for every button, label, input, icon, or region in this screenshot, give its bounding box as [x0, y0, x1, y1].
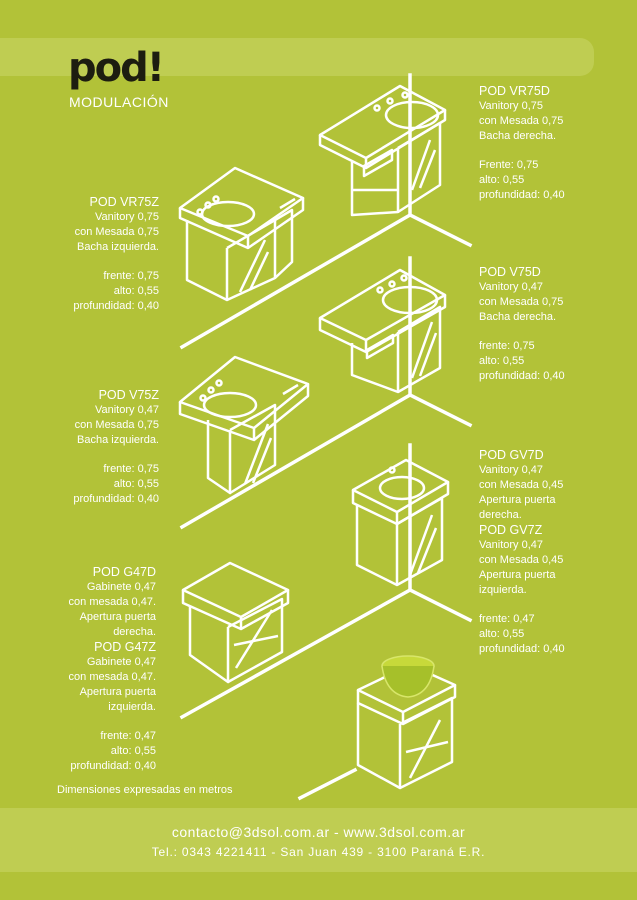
model-line: Vanitory 0,75	[94, 211, 159, 223]
cabinet-vr75d	[320, 86, 445, 215]
model-line: con mesada 0,47.	[68, 671, 156, 683]
model-line: Bacha izquierda.	[77, 241, 159, 253]
model-line: con Mesada 0,75	[74, 226, 159, 238]
footer-band	[0, 808, 637, 872]
model-line: izquierda.	[108, 701, 156, 713]
model-line: con Mesada 0,75	[479, 115, 564, 127]
dimension-alto: alto: 0,55	[113, 285, 159, 297]
model-line: Bacha izquierda.	[77, 434, 159, 446]
model-title-alt: POD G47Z	[94, 640, 156, 654]
units-note: Dimensiones expresadas en metros	[57, 784, 233, 796]
dimension-profundidad: profundidad: 0,40	[479, 643, 565, 655]
dimension-frente: Frente: 0,75	[479, 159, 539, 171]
wall-floor-lines	[182, 75, 470, 798]
footer-contact: contacto@3dsol.com.ar - www.3dsol.com.ar	[171, 824, 466, 840]
model-line: Bacha derecha.	[479, 311, 557, 323]
model-line: con Mesada 0,45	[479, 554, 564, 566]
model-line: izquierda.	[479, 584, 527, 596]
dimension-profundidad: profundidad: 0,40	[73, 300, 159, 312]
model-line: con Mesada 0,75	[479, 296, 564, 308]
dimension-alto: alto: 0,55	[479, 355, 525, 367]
model-line: Vanitory 0,47	[479, 464, 544, 476]
brand-logo: pod!	[68, 45, 163, 91]
model-title: POD VR75Z	[89, 195, 159, 209]
model-title: POD V75D	[479, 265, 541, 279]
model-v75z	[73, 388, 159, 507]
model-title: POD V75Z	[98, 388, 159, 402]
model-title: POD G47D	[92, 565, 156, 579]
cabinet-v75z	[180, 357, 308, 493]
model-line: derecha.	[479, 509, 522, 521]
model-line: con mesada 0,47.	[68, 596, 156, 608]
model-vr75d	[479, 84, 565, 203]
dimension-alto: alto: 0,55	[113, 478, 159, 490]
page-title: MODULACIÓN	[69, 94, 169, 110]
model-v75d	[479, 265, 565, 384]
model-line: Apertura puerta	[79, 686, 156, 698]
model-line: Bacha derecha.	[479, 130, 557, 142]
dimension-profundidad: profundidad: 0,40	[70, 760, 156, 772]
model-line: Vanitory 0,75	[479, 100, 544, 112]
dimension-frente: frente: 0,75	[479, 340, 535, 352]
dimension-profundidad: profundidad: 0,40	[479, 189, 565, 201]
dimension-alto: alto: 0,55	[479, 174, 525, 186]
dimension-profundidad: profundidad: 0,40	[479, 370, 565, 382]
model-title: POD VR75D	[479, 84, 550, 98]
model-line: con Mesada 0,45	[479, 479, 564, 491]
dimension-alto: alto: 0,55	[479, 628, 525, 640]
dimension-frente: frente: 0,75	[103, 463, 159, 475]
footer-address: Tel.: 0343 4221411 - San Juan 439 - 3100 Paraná E.R.	[151, 845, 486, 859]
model-gv7	[479, 448, 565, 657]
model-line: Vanitory 0,47	[94, 404, 159, 416]
model-line: Vanitory 0,47	[479, 539, 544, 551]
model-line: Vanitory 0,47	[479, 281, 544, 293]
cabinet-gv7	[353, 460, 448, 585]
model-line: Apertura puerta	[479, 494, 556, 506]
vessel-bowl-icon	[382, 656, 434, 697]
model-line: Gabinete 0,47	[86, 581, 156, 593]
dimension-frente: frente: 0,47	[100, 730, 156, 742]
dimension-frente: frente: 0,47	[479, 613, 535, 625]
model-g47	[69, 565, 156, 774]
model-line: derecha.	[113, 626, 156, 638]
model-title: POD GV7D	[479, 448, 544, 462]
cabinet-vr75z	[180, 168, 303, 300]
dimension-profundidad: profundidad: 0,40	[73, 493, 159, 505]
model-line: Gabinete 0,47	[86, 656, 156, 668]
cabinet-v75d	[320, 270, 445, 392]
model-line: Apertura puerta	[79, 611, 156, 623]
model-title-alt: POD GV7Z	[479, 523, 543, 537]
dimension-frente: frente: 0,75	[103, 270, 159, 282]
cabinet-g47	[183, 563, 288, 682]
model-line: con Mesada 0,75	[74, 419, 159, 431]
model-line: Apertura puerta	[479, 569, 556, 581]
model-vr75z	[73, 195, 159, 314]
dimension-alto: alto: 0,55	[110, 745, 156, 757]
